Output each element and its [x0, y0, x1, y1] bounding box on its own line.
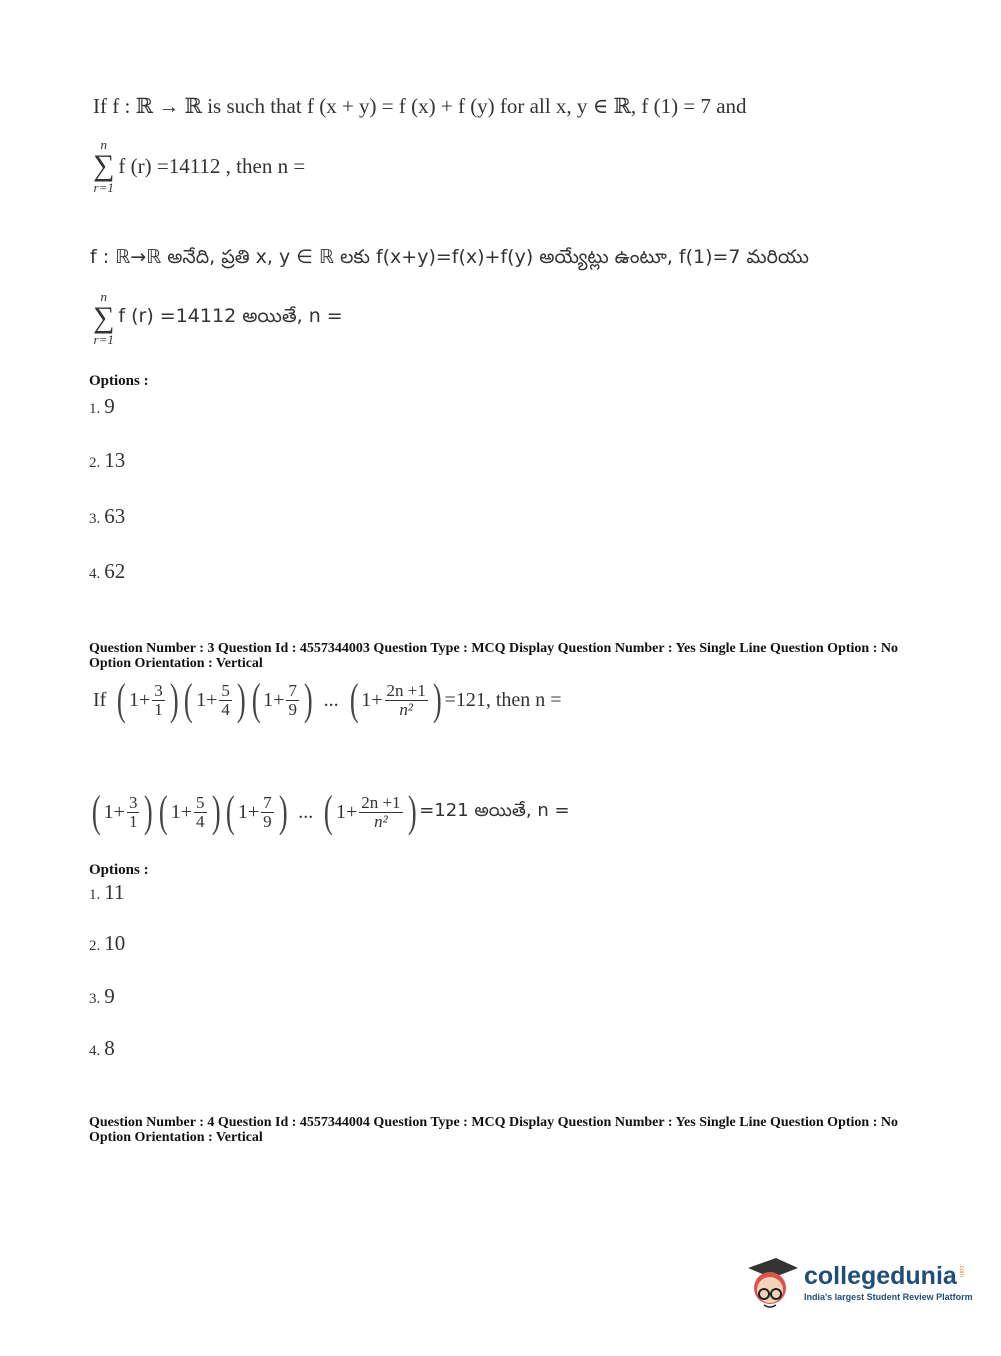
q3-option-3[interactable]: 3. 9 — [89, 984, 115, 1008]
collegedunia-logo[interactable] — [742, 1252, 973, 1314]
q3-english-equation: If ( 1+ $\frac{3}{1}$ ) ( 1+ $\frac{5}{4}$ ) ( 1+ $\frac{7}{9}$ ) ... ( 1+ $\frac{2n +1}{\text{n²}}$ ) =121, then n = — [93, 675, 562, 724]
q2-option-1[interactable]: 1. 9 — [89, 394, 115, 418]
logo-name: collegedunia — [804, 1262, 957, 1290]
q3-telugu-equation: ( 1+ $\frac{3}{1}$ ) ( 1+ $\frac{5}{4}$ ) ( 1+ $\frac{7}{9}$ ) ... ( 1+ $\frac{2n +1}{\text{n²}}$ ) =121 అయితే, n = — [91, 787, 570, 836]
q2-english-line2 — [93, 138, 305, 194]
q3-option-1[interactable]: 1. 11 — [89, 880, 125, 904]
q2-option-4[interactable]: 4. 62 — [89, 559, 126, 583]
q4-meta: Question Number : 4 Question Id : 4557344004 Question Type : MCQ Display Question Number : Yes Single Line Question Option : No Option Orientation : Vertical — [89, 1115, 898, 1145]
q3-option-2[interactable]: 2. 10 — [89, 931, 126, 955]
q3-meta: Question Number : 3 Question Id : 4557344003 Question Type : MCQ Display Question Number : Yes Single Line Question Option : No Option Orientation : Vertical — [89, 641, 898, 671]
q2-telugu-line1: f : ℝ→ℝ అనేది, ప్రతి x, y ∈ ℝ లకు f(x+y)=f(x)+f(y) అయ్యేట్లు ఉంటూ, f(1)=7 మరియు — [90, 246, 809, 268]
q3-options-label: Options : — [89, 862, 149, 878]
q2-option-2[interactable]: 2. 13 — [89, 448, 126, 472]
q2-english-line1: If f : ℝ → ℝ is such that f (x + y) = f (x) + f (y) for all x, y ∈ ℝ, f (1) = 7 and — [93, 94, 747, 118]
q3-option-4[interactable]: 4. 8 — [89, 1036, 115, 1060]
q2-telugu-line2 — [93, 290, 343, 346]
mascot-icon — [742, 1252, 800, 1314]
q2-option-3[interactable]: 3. 63 — [89, 504, 126, 528]
q2-telugu-line2-text: f (r) =14112 అయితే, n = — [118, 304, 343, 327]
summation-symbol-telugu: n ∑ r=1 — [93, 289, 115, 347]
logo-tagline: India's largest Student Review Platform — [804, 1292, 973, 1302]
q2-english-line2-text: f (r) =14112 , then n = — [118, 153, 306, 178]
logo-suffix: .com — [957, 1264, 964, 1278]
q2-options-label: Options : — [89, 373, 149, 389]
summation-symbol: n ∑ r=1 — [93, 137, 115, 195]
